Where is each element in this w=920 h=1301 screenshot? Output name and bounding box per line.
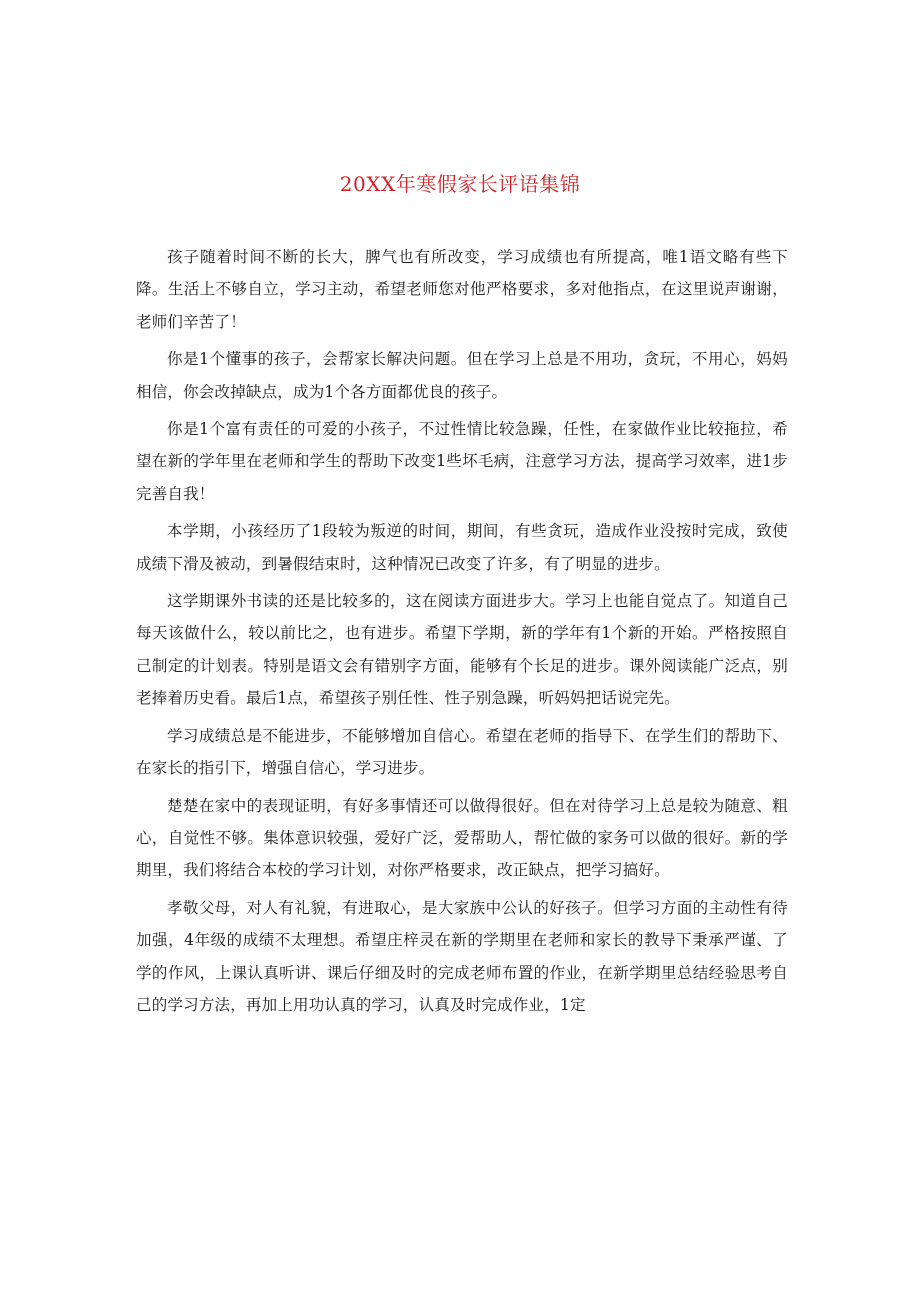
paragraph: 你是1个富有责任的可爱的小孩子，不过性情比较急躁，任性，在家做作业比较拖拉，希望在新的学年里在老师和学生的帮助下改变1些坏毛病，注意学习方法，提高学习效率，进1步完善自我！: [136, 420, 788, 503]
paragraph: 本学期，小孩经历了1段较为叛逆的时间，期间，有些贪玩，造成作业没按时完成，致使成绩下滑及被动，到暑假结束时，这种情况已改变了许多，有了明显的进步。: [136, 522, 788, 573]
paragraph: 这学期课外书读的还是比较多的，这在阅读方面进步大。学习上也能自觉点了。知道自己每天该做什么，较以前比之，也有进步。希望下学期，新的学年有1个新的开始。严格按照自己制定的计划表。特别是语文会有错别字方面，能够有个长足的进步。课外阅读能广泛点，别老捧着历史看。最后1点，希望孩子别任性、性子别急躁，听妈妈把话说完先。: [136, 592, 788, 708]
paragraph: 学习成绩总是不能进步，不能够增加自信心。希望在老师的指导下、在学生们的帮助下、在家长的指引下，增强自信心，学习进步。: [136, 726, 788, 778]
document-body: [136, 241, 788, 1026]
paragraph: 楚楚在家中的表现证明，有好多事情还可以做得很好。但在对待学习上总是较为随意、粗心，自觉性不够。集体意识较强，爱好广泛，爱帮助人，帮忙做的家务可以做的很好。新的学期里，我们将结合本校的学习计划，对你严格要求，改正缺点，把学习搞好。: [136, 796, 788, 880]
paragraph: 孩子随着时间不断的长大，脾气也有所改变，学习成绩也有所提高，唯1语文略有些下降。生活上不够自立，学习主动，希望老师您对他严格要求，多对他指点，在这里说声谢谢，老师们辛苦了！: [136, 248, 788, 331]
paragraph: 孝敬父母，对人有礼貌，有进取心，是大家族中公认的好孩子。但学习方面的主动性有待加强，4年级的成绩不太理想。希望庄梓灵在新的学期里在老师和家长的教导下秉承严谨、了学的作风，上课认真听讲、课后仔细及时的完成老师布置的作业，在新学期里总结经验思考自己的学习方法，再加上用功认真的学习，认真及时完成作业，1定: [136, 898, 788, 1014]
paragraph: 你是1个懂事的孩子，会帮家长解决问题。但在学习上总是不用功，贪玩，不用心，妈妈相信，你会改掉缺点，成为1个各方面都优良的孩子。: [136, 350, 788, 401]
document-title: 20XX年寒假家长评语集锦: [339, 172, 581, 196]
